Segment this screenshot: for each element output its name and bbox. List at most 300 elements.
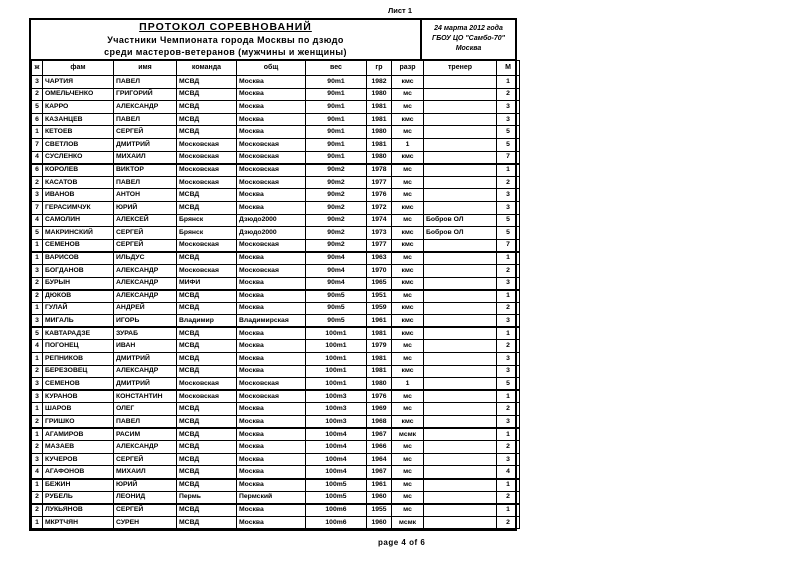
cell-komanda: МСВД bbox=[177, 101, 237, 114]
cell-zh: 2 bbox=[32, 416, 43, 429]
cell-razr: мс bbox=[392, 479, 424, 492]
cell-obshch: Москва bbox=[237, 340, 306, 353]
col-header-imya: имя bbox=[114, 61, 177, 76]
cell-gr: 1976 bbox=[367, 390, 392, 403]
cell-trener bbox=[424, 290, 497, 303]
cell-obshch: Москва bbox=[237, 441, 306, 454]
cell-komanda: Брянск bbox=[177, 227, 237, 240]
cell-ves: 90m2 bbox=[306, 189, 367, 202]
cell-komanda: МСВД bbox=[177, 201, 237, 214]
cell-razr: мс bbox=[392, 453, 424, 466]
cell-fam: ИВАНОВ bbox=[43, 189, 114, 202]
cell-trener bbox=[424, 504, 497, 517]
cell-imya: СЕРГЕЙ bbox=[114, 227, 177, 240]
cell-fam: ВАРИСОВ bbox=[43, 252, 114, 265]
cell-ves: 90m2 bbox=[306, 201, 367, 214]
table-row bbox=[32, 252, 520, 265]
cell-imya: ЗУРАБ bbox=[114, 327, 177, 340]
protocol-title: ПРОТОКОЛ СОРЕВНОВАНИЙ bbox=[139, 21, 312, 33]
cell-m: 1 bbox=[497, 428, 520, 441]
cell-m: 3 bbox=[497, 453, 520, 466]
cell-ves: 100m3 bbox=[306, 416, 367, 429]
cell-ves: 100m4 bbox=[306, 428, 367, 441]
cell-ves: 90m2 bbox=[306, 239, 367, 252]
cell-fam: ЧАРТИЯ bbox=[43, 76, 114, 89]
header-row bbox=[32, 61, 520, 76]
cell-imya: ИЛЬДУС bbox=[114, 252, 177, 265]
cell-ves: 90m2 bbox=[306, 164, 367, 177]
cell-trener bbox=[424, 428, 497, 441]
cell-gr: 1980 bbox=[367, 126, 392, 139]
cell-komanda: Московская bbox=[177, 138, 237, 151]
table-row bbox=[32, 479, 520, 492]
table-row bbox=[32, 327, 520, 340]
cell-komanda: МСВД bbox=[177, 126, 237, 139]
cell-trener bbox=[424, 113, 497, 126]
cell-obshch: Московская bbox=[237, 390, 306, 403]
cell-obshch: Москва bbox=[237, 277, 306, 290]
cell-gr: 1951 bbox=[367, 290, 392, 303]
cell-imya: ЮРИЙ bbox=[114, 479, 177, 492]
cell-obshch: Москва bbox=[237, 290, 306, 303]
cell-gr: 1979 bbox=[367, 340, 392, 353]
cell-zh: 5 bbox=[32, 327, 43, 340]
cell-zh: 6 bbox=[32, 164, 43, 177]
cell-ves: 100m6 bbox=[306, 516, 367, 529]
cell-ves: 100m1 bbox=[306, 340, 367, 353]
cell-obshch: Дзюдо2000 bbox=[237, 227, 306, 240]
roster-table bbox=[31, 60, 520, 529]
cell-zh: 4 bbox=[32, 340, 43, 353]
cell-gr: 1966 bbox=[367, 441, 392, 454]
cell-gr: 1972 bbox=[367, 201, 392, 214]
cell-trener bbox=[424, 516, 497, 529]
cell-m: 5 bbox=[497, 214, 520, 227]
cell-razr: мс bbox=[392, 340, 424, 353]
cell-razr: кмс bbox=[392, 113, 424, 126]
cell-razr: кмс bbox=[392, 264, 424, 277]
cell-zh: 1 bbox=[32, 403, 43, 416]
cell-komanda: Московская bbox=[177, 151, 237, 164]
table-row bbox=[32, 315, 520, 328]
table-row bbox=[32, 76, 520, 89]
cell-gr: 1981 bbox=[367, 327, 392, 340]
cell-obshch: Москва bbox=[237, 189, 306, 202]
cell-razr: мс bbox=[392, 491, 424, 504]
cell-imya: АЛЕКСАНДР bbox=[114, 277, 177, 290]
protocol-header bbox=[31, 20, 515, 60]
title-block bbox=[31, 20, 422, 59]
cell-zh: 1 bbox=[32, 252, 43, 265]
cell-imya: ПАВЕЛ bbox=[114, 76, 177, 89]
cell-m: 2 bbox=[497, 264, 520, 277]
cell-trener bbox=[424, 365, 497, 378]
cell-m: 3 bbox=[497, 353, 520, 366]
cell-fam: ЛУКЬЯНОВ bbox=[43, 504, 114, 517]
cell-razr: мс bbox=[392, 189, 424, 202]
table-row bbox=[32, 214, 520, 227]
cell-fam: БОГДАНОВ bbox=[43, 264, 114, 277]
cell-fam: СЕМЕНОВ bbox=[43, 239, 114, 252]
cell-zh: 4 bbox=[32, 151, 43, 164]
cell-komanda: МСВД bbox=[177, 479, 237, 492]
cell-obshch: Москва bbox=[237, 201, 306, 214]
cell-zh: 3 bbox=[32, 264, 43, 277]
cell-gr: 1955 bbox=[367, 504, 392, 517]
cell-gr: 1981 bbox=[367, 353, 392, 366]
cell-m: 1 bbox=[497, 164, 520, 177]
cell-zh: 3 bbox=[32, 315, 43, 328]
cell-komanda: МСВД bbox=[177, 353, 237, 366]
cell-fam: КАЗАНЦЕВ bbox=[43, 113, 114, 126]
cell-obshch: Москва bbox=[237, 516, 306, 529]
cell-komanda: Московская bbox=[177, 390, 237, 403]
table-row bbox=[32, 101, 520, 114]
cell-zh: 2 bbox=[32, 176, 43, 189]
cell-komanda: МСВД bbox=[177, 365, 237, 378]
cell-obshch: Москва bbox=[237, 428, 306, 441]
cell-razr: кмс bbox=[392, 327, 424, 340]
cell-razr: мс bbox=[392, 252, 424, 265]
cell-komanda: МСВД bbox=[177, 416, 237, 429]
cell-obshch: Московская bbox=[237, 151, 306, 164]
cell-trener bbox=[424, 390, 497, 403]
cell-fam: МИГАЛЬ bbox=[43, 315, 114, 328]
table-row bbox=[32, 176, 520, 189]
table-row bbox=[32, 201, 520, 214]
cell-imya: АЛЕКСАНДР bbox=[114, 365, 177, 378]
table-row bbox=[32, 491, 520, 504]
cell-komanda: Московская bbox=[177, 176, 237, 189]
cell-gr: 1980 bbox=[367, 88, 392, 101]
cell-razr: кмс bbox=[392, 201, 424, 214]
cell-razr: кмс bbox=[392, 151, 424, 164]
cell-fam: БУРЫН bbox=[43, 277, 114, 290]
cell-imya: СЕРГЕЙ bbox=[114, 239, 177, 252]
cell-razr: 1 bbox=[392, 378, 424, 391]
table-row bbox=[32, 189, 520, 202]
cell-obshch: Москва bbox=[237, 504, 306, 517]
cell-gr: 1961 bbox=[367, 315, 392, 328]
col-header-gr: гр bbox=[367, 61, 392, 76]
cell-ves: 100m6 bbox=[306, 504, 367, 517]
cell-gr: 1981 bbox=[367, 101, 392, 114]
cell-zh: 3 bbox=[32, 390, 43, 403]
cell-gr: 1982 bbox=[367, 76, 392, 89]
roster-table-head bbox=[32, 61, 520, 76]
cell-m: 2 bbox=[497, 340, 520, 353]
table-row bbox=[32, 126, 520, 139]
col-header-obshch: общ bbox=[237, 61, 306, 76]
cell-razr: мс bbox=[392, 441, 424, 454]
cell-gr: 1970 bbox=[367, 264, 392, 277]
cell-fam: КОРОЛЕВ bbox=[43, 164, 114, 177]
cell-ves: 90m1 bbox=[306, 101, 367, 114]
cell-fam: ГРИШКО bbox=[43, 416, 114, 429]
cell-komanda: МСВД bbox=[177, 516, 237, 529]
cell-komanda: Брянск bbox=[177, 214, 237, 227]
cell-ves: 90m2 bbox=[306, 176, 367, 189]
cell-obshch: Москва bbox=[237, 76, 306, 89]
table-row bbox=[32, 416, 520, 429]
page-number: page 4 of 6 bbox=[378, 538, 426, 547]
cell-razr: мс bbox=[392, 101, 424, 114]
cell-fam: МКРТЧЯН bbox=[43, 516, 114, 529]
cell-trener bbox=[424, 416, 497, 429]
cell-ves: 100m1 bbox=[306, 327, 367, 340]
cell-m: 4 bbox=[497, 466, 520, 479]
cell-obshch: Московская bbox=[237, 176, 306, 189]
cell-ves: 90m5 bbox=[306, 290, 367, 303]
table-row bbox=[32, 378, 520, 391]
cell-zh: 1 bbox=[32, 239, 43, 252]
cell-m: 7 bbox=[497, 239, 520, 252]
cell-fam: СЕМЕНОВ bbox=[43, 378, 114, 391]
cell-komanda: МСВД bbox=[177, 327, 237, 340]
table-row bbox=[32, 264, 520, 277]
cell-m: 3 bbox=[497, 277, 520, 290]
cell-trener bbox=[424, 239, 497, 252]
cell-komanda: Пермь bbox=[177, 491, 237, 504]
cell-trener bbox=[424, 264, 497, 277]
table-row bbox=[32, 403, 520, 416]
cell-razr: кмс bbox=[392, 302, 424, 315]
cell-imya: ИГОРЬ bbox=[114, 315, 177, 328]
protocol-subtitle-2: среди мастеров-ветеранов (мужчины и женщины) bbox=[104, 47, 347, 57]
cell-obshch: Москва bbox=[237, 353, 306, 366]
cell-zh: 6 bbox=[32, 113, 43, 126]
cell-imya: ДМИТРИЙ bbox=[114, 378, 177, 391]
cell-razr: мс bbox=[392, 390, 424, 403]
cell-komanda: МСВД bbox=[177, 290, 237, 303]
col-header-fam: фам bbox=[43, 61, 114, 76]
cell-ves: 100m1 bbox=[306, 378, 367, 391]
col-header-ves: вес bbox=[306, 61, 367, 76]
cell-fam: БЕРЕЗОВЕЦ bbox=[43, 365, 114, 378]
cell-zh: 2 bbox=[32, 365, 43, 378]
cell-trener bbox=[424, 189, 497, 202]
cell-gr: 1960 bbox=[367, 491, 392, 504]
cell-fam: СВЕТЛОВ bbox=[43, 138, 114, 151]
table-row bbox=[32, 466, 520, 479]
event-date: 24 марта 2012 года bbox=[434, 25, 503, 32]
table-row bbox=[32, 138, 520, 151]
cell-zh: 2 bbox=[32, 277, 43, 290]
cell-ves: 90m1 bbox=[306, 88, 367, 101]
table-row bbox=[32, 390, 520, 403]
cell-m: 2 bbox=[497, 403, 520, 416]
cell-ves: 100m3 bbox=[306, 390, 367, 403]
cell-m: 1 bbox=[497, 290, 520, 303]
cell-imya: АЛЕКСЕЙ bbox=[114, 214, 177, 227]
cell-razr: мс bbox=[392, 353, 424, 366]
cell-imya: ИВАН bbox=[114, 340, 177, 353]
cell-razr: кмс bbox=[392, 416, 424, 429]
cell-fam: БЕЖИН bbox=[43, 479, 114, 492]
cell-ves: 100m4 bbox=[306, 466, 367, 479]
cell-komanda: МСВД bbox=[177, 340, 237, 353]
cell-razr: мс bbox=[392, 290, 424, 303]
cell-obshch: Дзюдо2000 bbox=[237, 214, 306, 227]
table-row bbox=[32, 504, 520, 517]
cell-fam: МАЗАЕВ bbox=[43, 441, 114, 454]
cell-m: 3 bbox=[497, 201, 520, 214]
cell-zh: 3 bbox=[32, 378, 43, 391]
cell-trener bbox=[424, 252, 497, 265]
cell-komanda: МСВД bbox=[177, 504, 237, 517]
table-row bbox=[32, 88, 520, 101]
table-row bbox=[32, 353, 520, 366]
cell-m: 3 bbox=[497, 101, 520, 114]
cell-obshch: Москва bbox=[237, 365, 306, 378]
table-row bbox=[32, 441, 520, 454]
cell-ves: 100m5 bbox=[306, 479, 367, 492]
cell-zh: 2 bbox=[32, 491, 43, 504]
event-venue: ГБОУ ЦО "Самбо-70" bbox=[431, 35, 505, 42]
cell-zh: 4 bbox=[32, 466, 43, 479]
cell-razr: кмс bbox=[392, 315, 424, 328]
col-header-komanda: команда bbox=[177, 61, 237, 76]
cell-obshch: Владимирская bbox=[237, 315, 306, 328]
cell-gr: 1964 bbox=[367, 453, 392, 466]
cell-m: 2 bbox=[497, 176, 520, 189]
cell-komanda: МСВД bbox=[177, 302, 237, 315]
cell-razr: мс bbox=[392, 403, 424, 416]
cell-trener bbox=[424, 88, 497, 101]
cell-obshch: Москва bbox=[237, 403, 306, 416]
cell-gr: 1968 bbox=[367, 416, 392, 429]
cell-m: 2 bbox=[497, 516, 520, 529]
cell-razr: кмс bbox=[392, 76, 424, 89]
cell-trener bbox=[424, 201, 497, 214]
cell-ves: 100m5 bbox=[306, 491, 367, 504]
cell-zh: 7 bbox=[32, 138, 43, 151]
cell-trener bbox=[424, 176, 497, 189]
roster-table-body bbox=[32, 76, 520, 529]
cell-gr: 1967 bbox=[367, 466, 392, 479]
cell-razr: мс bbox=[392, 466, 424, 479]
cell-obshch: Москва bbox=[237, 113, 306, 126]
cell-komanda: МИФИ bbox=[177, 277, 237, 290]
cell-imya: МИХАИЛ bbox=[114, 151, 177, 164]
event-city: Москва bbox=[455, 45, 482, 52]
cell-gr: 1980 bbox=[367, 378, 392, 391]
cell-imya: СЕРГЕЙ bbox=[114, 126, 177, 139]
cell-imya: АЛЕКСАНДР bbox=[114, 441, 177, 454]
table-row bbox=[32, 453, 520, 466]
col-header-razr: разр bbox=[392, 61, 424, 76]
cell-trener bbox=[424, 466, 497, 479]
cell-m: 5 bbox=[497, 126, 520, 139]
cell-komanda: МСВД bbox=[177, 441, 237, 454]
cell-fam: РЕПНИКОВ bbox=[43, 353, 114, 366]
cell-gr: 1963 bbox=[367, 252, 392, 265]
cell-gr: 1978 bbox=[367, 164, 392, 177]
cell-m: 5 bbox=[497, 227, 520, 240]
cell-komanda: МСВД bbox=[177, 76, 237, 89]
cell-ves: 90m1 bbox=[306, 138, 367, 151]
cell-razr: мс bbox=[392, 88, 424, 101]
cell-fam: КАВТАРАДЗЕ bbox=[43, 327, 114, 340]
cell-m: 3 bbox=[497, 416, 520, 429]
cell-m: 2 bbox=[497, 302, 520, 315]
cell-imya: ПАВЕЛ bbox=[114, 176, 177, 189]
cell-fam: КУРАНОВ bbox=[43, 390, 114, 403]
cell-ves: 90m1 bbox=[306, 126, 367, 139]
cell-zh: 5 bbox=[32, 227, 43, 240]
cell-ves: 90m1 bbox=[306, 76, 367, 89]
cell-trener bbox=[424, 353, 497, 366]
cell-komanda: МСВД bbox=[177, 252, 237, 265]
cell-obshch: Москва bbox=[237, 302, 306, 315]
cell-fam: РУБЕЛЬ bbox=[43, 491, 114, 504]
cell-imya: КОНСТАНТИН bbox=[114, 390, 177, 403]
cell-fam: КАСАТОВ bbox=[43, 176, 114, 189]
cell-imya: АЛЕКСАНДР bbox=[114, 290, 177, 303]
cell-gr: 1981 bbox=[367, 365, 392, 378]
col-header-zh: ж bbox=[32, 61, 43, 76]
cell-trener bbox=[424, 327, 497, 340]
cell-imya: ДМИТРИЙ bbox=[114, 353, 177, 366]
cell-razr: мсмк bbox=[392, 516, 424, 529]
cell-zh: 2 bbox=[32, 504, 43, 517]
cell-komanda: МСВД bbox=[177, 88, 237, 101]
cell-fam: СУСЛЕНКО bbox=[43, 151, 114, 164]
cell-trener bbox=[424, 76, 497, 89]
cell-m: 7 bbox=[497, 151, 520, 164]
cell-imya: ЛЕОНИД bbox=[114, 491, 177, 504]
cell-trener bbox=[424, 491, 497, 504]
cell-fam: КУЧЕРОВ bbox=[43, 453, 114, 466]
cell-komanda: МСВД bbox=[177, 189, 237, 202]
protocol-document bbox=[29, 18, 517, 531]
cell-trener bbox=[424, 441, 497, 454]
cell-obshch: Москва bbox=[237, 101, 306, 114]
cell-ves: 90m5 bbox=[306, 302, 367, 315]
cell-komanda: МСВД bbox=[177, 403, 237, 416]
cell-trener bbox=[424, 403, 497, 416]
table-row bbox=[32, 227, 520, 240]
cell-zh: 1 bbox=[32, 516, 43, 529]
table-row bbox=[32, 516, 520, 529]
cell-zh: 7 bbox=[32, 201, 43, 214]
cell-zh: 4 bbox=[32, 214, 43, 227]
cell-ves: 100m4 bbox=[306, 453, 367, 466]
cell-imya: ОЛЕГ bbox=[114, 403, 177, 416]
cell-zh: 2 bbox=[32, 88, 43, 101]
table-row bbox=[32, 365, 520, 378]
cell-m: 2 bbox=[497, 491, 520, 504]
cell-komanda: МСВД bbox=[177, 113, 237, 126]
cell-fam: ДЮКОВ bbox=[43, 290, 114, 303]
cell-trener bbox=[424, 315, 497, 328]
cell-gr: 1981 bbox=[367, 113, 392, 126]
cell-imya: АНТОН bbox=[114, 189, 177, 202]
cell-komanda: Московская bbox=[177, 378, 237, 391]
cell-gr: 1967 bbox=[367, 428, 392, 441]
cell-fam: МАКРИНСКИЙ bbox=[43, 227, 114, 240]
table-row bbox=[32, 290, 520, 303]
cell-trener bbox=[424, 126, 497, 139]
cell-obshch: Москва bbox=[237, 453, 306, 466]
protocol-subtitle-1: Участники Чемпионата города Москвы по дзюдо bbox=[107, 35, 344, 45]
cell-gr: 1965 bbox=[367, 277, 392, 290]
cell-gr: 1959 bbox=[367, 302, 392, 315]
event-info-block bbox=[422, 20, 515, 59]
cell-fam: САМОЛИН bbox=[43, 214, 114, 227]
cell-obshch: Московская bbox=[237, 378, 306, 391]
cell-gr: 1969 bbox=[367, 403, 392, 416]
